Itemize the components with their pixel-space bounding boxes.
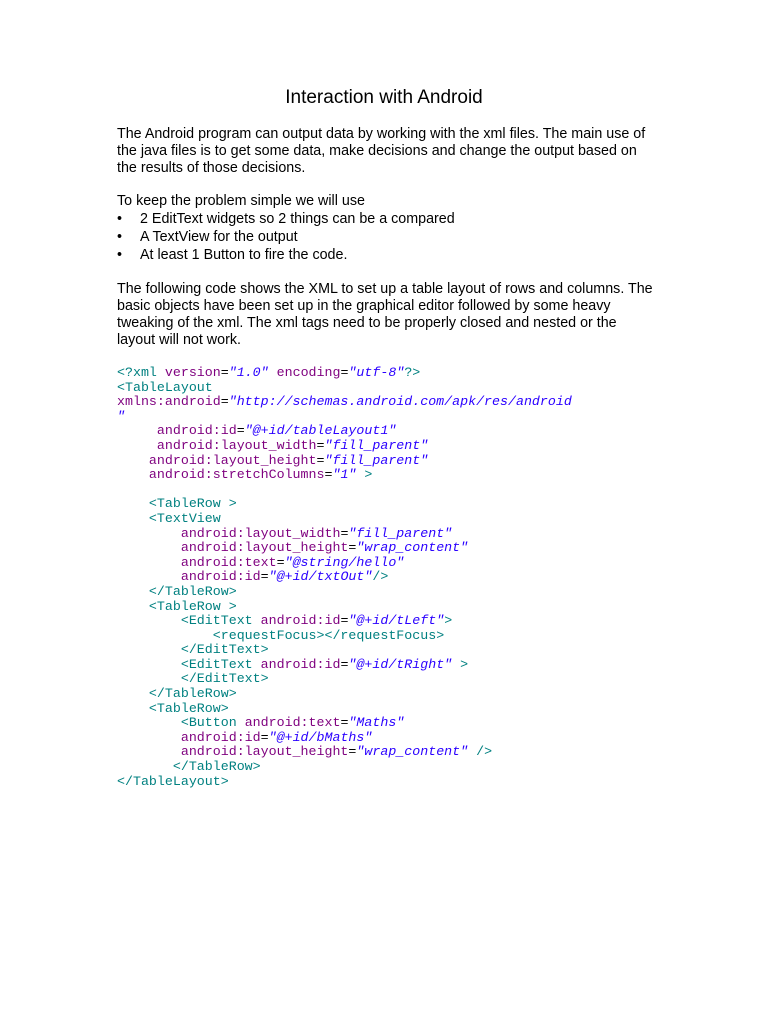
- code-token: "@+id/tLeft": [348, 613, 445, 629]
- code-token: >: [460, 656, 469, 672]
- code-line: [117, 395, 662, 410]
- code-token: [117, 438, 157, 453]
- code-line: [117, 556, 662, 571]
- code-token: <requestFocus></requestFocus>: [212, 627, 445, 643]
- code-token: ?>: [404, 365, 421, 380]
- code-token: android:id: [180, 569, 261, 585]
- code-token: =: [324, 467, 333, 483]
- bullet-icon: •: [117, 229, 123, 245]
- code-token: "1.0": [228, 365, 269, 380]
- code-token: </EditText>: [180, 642, 269, 658]
- code-token: <TableRow>: [148, 700, 229, 716]
- code-token: [117, 540, 181, 555]
- code-token: =: [340, 613, 349, 629]
- code-description-paragraph: The following code shows the XML to set up a table layout of rows and columns. The basic objects have been set up in the graphical editor followed by some heavy tweaking of the xml. The xml tags need to be properly closed and nested or the layout will not work.: [117, 281, 653, 348]
- code-token: android:layout_height: [180, 744, 349, 760]
- code-token: </TableLayout>: [117, 773, 229, 789]
- code-line: [117, 527, 662, 542]
- code-token: "@string/hello": [284, 554, 405, 570]
- code-token: <?xml: [117, 365, 165, 380]
- code-line: [117, 541, 662, 556]
- code-token: <TableLayout: [117, 379, 213, 395]
- code-token: android:id: [260, 613, 341, 629]
- requirements-list: [117, 210, 657, 264]
- code-token: </TableRow>: [148, 686, 237, 702]
- code-token: android:text: [180, 554, 277, 570]
- list-item: [117, 246, 657, 264]
- intro-paragraph: The Android program can output data by working with the xml files. The main use of the java files is to get some data, make decisions and change the output based on the results of those decisions.: [117, 126, 646, 176]
- code-token: "http://schemas.android.com/apk/res/android: [228, 394, 572, 410]
- code-token: android:layout_height: [148, 452, 317, 468]
- code-line: [117, 570, 662, 585]
- code-token: =: [340, 715, 349, 731]
- code-line: [117, 614, 662, 629]
- code-line: [117, 585, 662, 600]
- list-item-text: 2 EditText widgets so 2 things can be a compared: [140, 211, 455, 227]
- code-token: =: [260, 729, 269, 745]
- list-item: [117, 228, 657, 246]
- code-token: [117, 715, 181, 730]
- code-token: xmlns:android: [117, 394, 221, 410]
- code-token: [452, 657, 460, 672]
- list-intro-paragraph: To keep the problem simple we will use: [117, 193, 365, 209]
- code-line: [117, 745, 662, 760]
- code-token: =: [220, 394, 229, 410]
- code-token: ": [117, 408, 125, 424]
- code-token: [117, 423, 157, 438]
- code-token: =: [340, 525, 349, 541]
- code-token: android:id: [156, 423, 237, 439]
- code-token: [468, 744, 476, 759]
- code-token: [117, 526, 181, 541]
- code-line: [117, 702, 662, 717]
- code-token: android:layout_width: [180, 525, 341, 541]
- code-token: "@+id/txtOut": [268, 569, 373, 585]
- code-line: [117, 439, 662, 454]
- code-token: [117, 496, 149, 511]
- code-token: />: [476, 744, 493, 760]
- code-token: [117, 701, 149, 716]
- code-token: version: [164, 365, 221, 380]
- code-token: =: [316, 452, 325, 468]
- code-token: [117, 599, 149, 614]
- code-token: [117, 628, 213, 643]
- code-token: <TableRow >: [148, 598, 237, 614]
- list-item: [117, 210, 657, 228]
- code-token: [117, 467, 149, 482]
- code-token: android:stretchColumns: [148, 467, 325, 483]
- code-token: android:id: [260, 656, 341, 672]
- bullet-icon: •: [117, 211, 123, 227]
- code-token: />: [372, 569, 389, 585]
- page-title: Interaction with Android: [285, 87, 483, 108]
- code-line: [117, 600, 662, 615]
- xml-code-block: [117, 366, 662, 789]
- code-token: android:id: [180, 729, 261, 745]
- code-token: =: [340, 656, 349, 672]
- code-token: android:layout_width: [156, 437, 317, 453]
- code-token: =: [348, 540, 357, 556]
- code-token: [117, 686, 149, 701]
- code-token: <EditText: [180, 656, 261, 672]
- code-line: [117, 760, 662, 775]
- list-item-text: At least 1 Button to fire the code.: [140, 247, 348, 263]
- code-token: "fill_parent": [324, 437, 429, 453]
- code-token: [117, 657, 181, 672]
- code-token: [269, 365, 277, 380]
- code-token: "@+id/tRight": [348, 656, 453, 672]
- code-token: <TableRow >: [148, 496, 237, 512]
- code-line: [117, 643, 662, 658]
- code-line: [117, 672, 662, 687]
- code-token: </TableRow>: [148, 583, 237, 599]
- code-line: [117, 775, 662, 790]
- code-line: [117, 497, 662, 512]
- code-token: android:layout_height: [180, 540, 349, 556]
- code-line: [117, 658, 662, 673]
- code-token: =: [316, 437, 325, 453]
- code-line: [117, 454, 662, 469]
- code-token: =: [348, 744, 357, 760]
- code-token: [117, 744, 181, 759]
- code-line: [117, 731, 662, 746]
- code-token: [117, 511, 149, 526]
- code-token: encoding: [276, 365, 341, 380]
- code-line: [117, 629, 662, 644]
- code-token: "fill_parent": [348, 525, 453, 541]
- code-token: "utf-8": [348, 365, 405, 380]
- code-token: </EditText>: [180, 671, 269, 687]
- code-token: "@+id/bMaths": [268, 729, 373, 745]
- code-token: =: [260, 569, 269, 585]
- code-token: <Button: [180, 715, 245, 731]
- code-token: "wrap_content": [356, 540, 469, 556]
- code-token: =: [220, 365, 229, 380]
- code-token: [117, 642, 181, 657]
- code-line: [117, 716, 662, 731]
- code-line: [117, 424, 662, 439]
- code-token: [117, 759, 173, 774]
- code-line: [117, 410, 662, 425]
- code-token: "fill_parent": [324, 452, 429, 468]
- code-line: [117, 483, 662, 498]
- code-token: =: [276, 554, 285, 570]
- code-token: <EditText: [180, 613, 261, 629]
- code-line: [117, 512, 662, 527]
- code-token: "@+id/tableLayout1": [244, 423, 397, 439]
- code-token: [117, 584, 149, 599]
- code-token: [117, 671, 181, 686]
- code-token: "wrap_content": [356, 744, 469, 760]
- code-line: [117, 366, 662, 381]
- code-token: >: [444, 613, 453, 629]
- code-token: </TableRow>: [172, 759, 261, 775]
- code-line: [117, 687, 662, 702]
- list-item-text: A TextView for the output: [140, 229, 298, 245]
- code-token: =: [236, 423, 245, 439]
- code-token: "Maths": [348, 715, 405, 731]
- code-token: =: [340, 365, 349, 380]
- code-token: >: [364, 467, 373, 483]
- code-token: [117, 555, 181, 570]
- code-token: [117, 569, 181, 584]
- code-token: [117, 730, 181, 745]
- code-line: [117, 468, 662, 483]
- bullet-icon: •: [117, 247, 123, 263]
- code-token: <TextView: [148, 510, 221, 526]
- code-token: "1": [332, 467, 357, 483]
- code-token: [117, 613, 181, 628]
- code-token: android:text: [244, 715, 341, 731]
- code-token: [117, 453, 149, 468]
- code-line: [117, 381, 662, 396]
